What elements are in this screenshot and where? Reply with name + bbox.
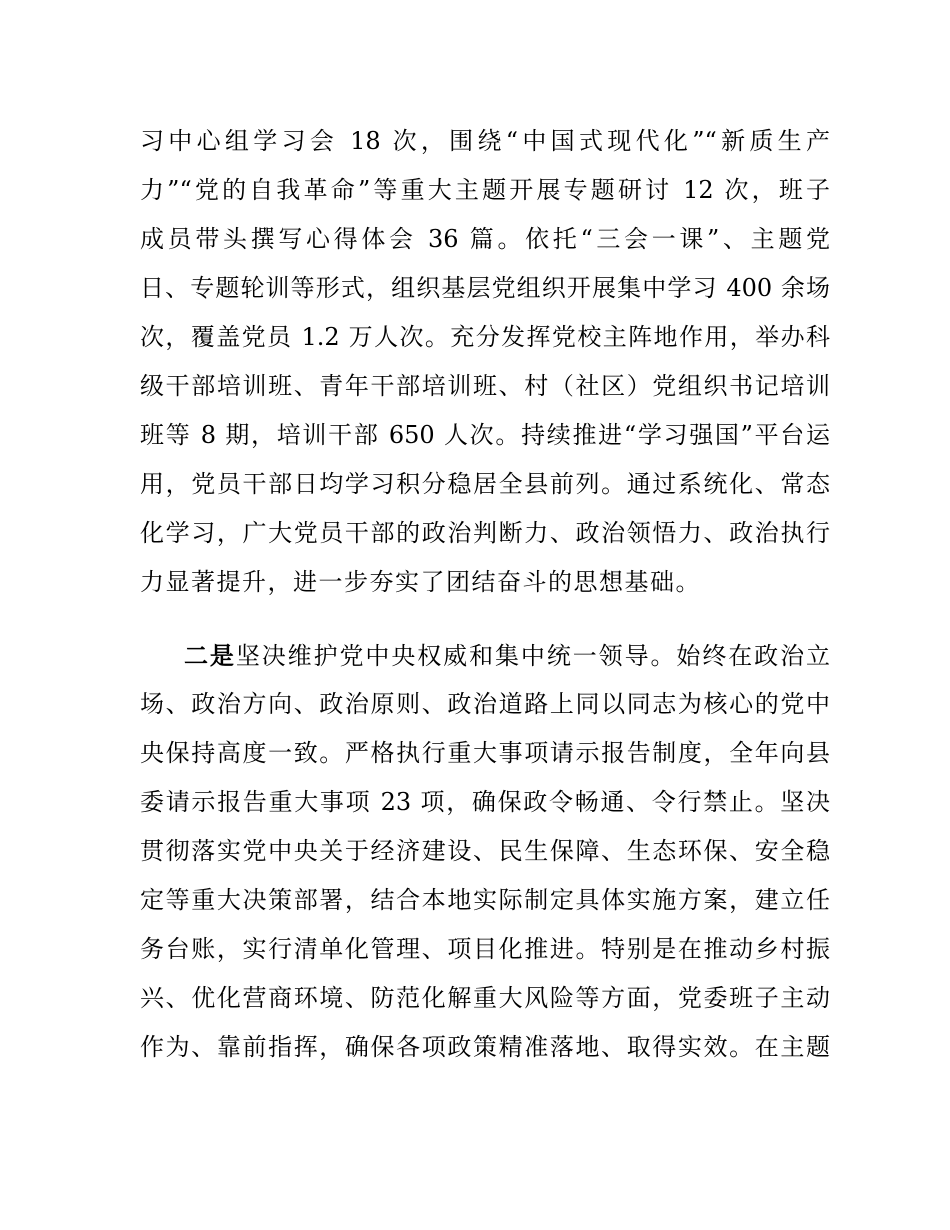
text-line-with-lead [140,631,830,680]
text-line: 化学习，广大党员干部的政治判断力、政治领悟力、政治执行 [140,519,830,547]
text-line: 委请示报告重大事项 23 项，确保政令畅通、令行禁止。坚决 [140,788,830,816]
text-line: 用，党员干部日均学习积分稳居全县前列。通过系统化、常态 [140,470,830,498]
text-line: 班等 8 期，培训干部 650 人次。持续推进“学习强国”平台运 [140,421,830,449]
text-line: 级干部培训班、青年干部培训班、村（社区）党组织书记培训 [140,372,830,400]
text-line: 务台账，实行清单化管理、项目化推进。特别是在推动乡村振 [140,935,830,963]
text-line: 次，覆盖党员 1.2 万人次。充分发挥党校主阵地作用，举办科 [140,323,830,351]
text-line-paragraph-end: 力显著提升，进一步夯实了团结奋斗的思想基础。 [140,568,701,596]
text-line: 兴、优化营商环境、防范化解重大风险等方面，党委班子主动 [140,984,830,1012]
paragraph-lead-bold: 二是 [184,641,236,670]
text-line: 央保持高度一致。严格执行重大事项请示报告制度，全年向县 [140,739,830,767]
text-line: 日、专题轮训等形式，组织基层党组织开展集中学习 400 余场 [140,274,830,302]
text-line: 场、政治方向、政治原则、政治道路上同以同志为核心的党中 [140,690,830,718]
text-line: 贯彻落实党中央关于经济建设、民生保障、生态环保、安全稳 [140,837,830,865]
text-run: 坚决维护党中央权威和集中统一领导。始终在政治立 [235,642,830,670]
text-line: 成员带头撰写心得体会 36 篇。依托“三会一课”、主题党 [140,225,830,253]
text-line: 习中心组学习会 18 次，围绕“中国式现代化”“新质生产 [140,127,830,155]
paragraph-continuation [140,117,830,607]
paragraph-second [140,631,830,1072]
text-line: 定等重大决策部署，结合本地实际制定具体实施方案，建立任 [140,886,830,914]
text-line-page-end: 作为、靠前指挥，确保各项政策精准落地、取得实效。在主题 [140,1033,830,1061]
text-line: 力”“党的自我革命”等重大主题开展专题研讨 12 次，班子 [140,176,830,204]
